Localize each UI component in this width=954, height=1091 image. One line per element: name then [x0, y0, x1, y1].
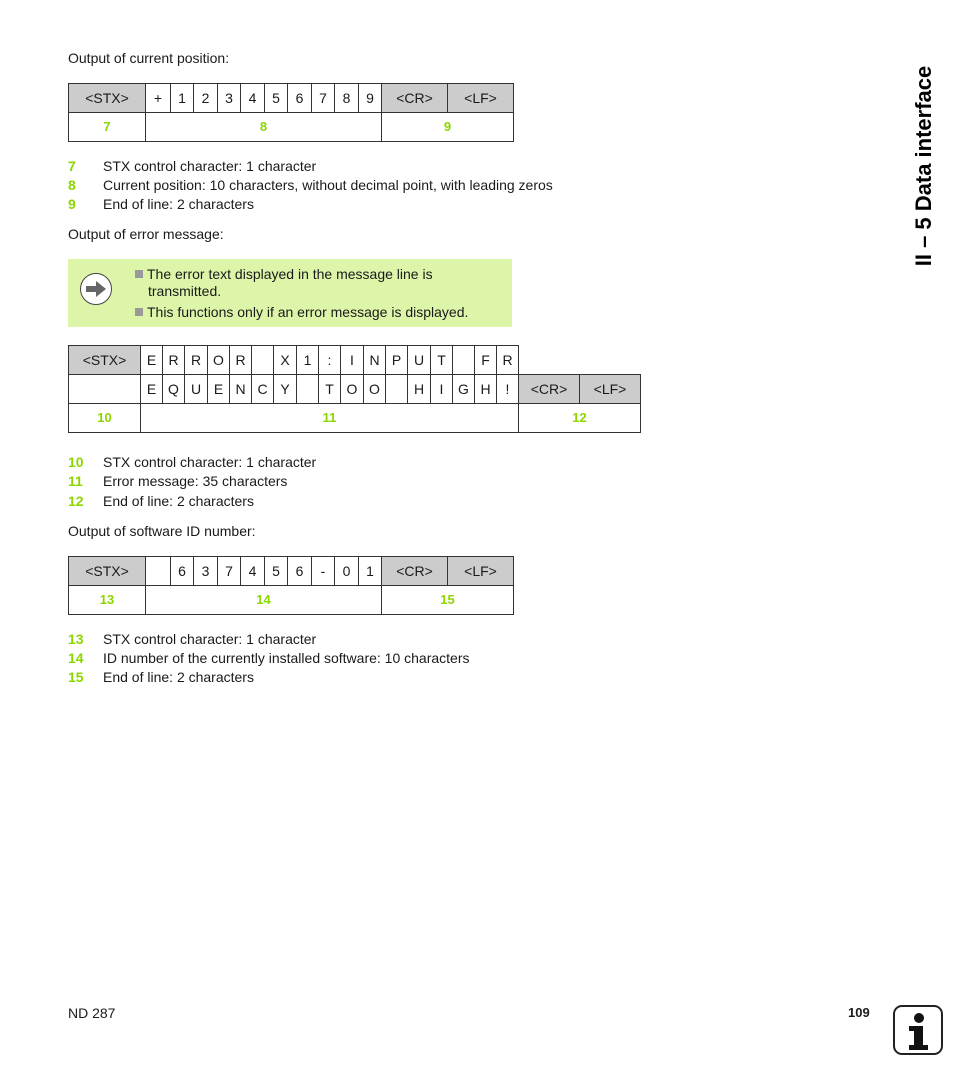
cell: E	[208, 375, 230, 404]
legend-item: 14 ID number of the currently installed software: 10 characters	[68, 650, 470, 666]
callout-cell: 13	[69, 586, 146, 615]
cell: <LF>	[580, 375, 641, 404]
cell: <STX>	[69, 84, 146, 113]
cell: R	[230, 346, 252, 375]
cell: <CR>	[382, 84, 448, 113]
cell: G	[453, 375, 475, 404]
cell: 7	[312, 84, 335, 113]
legend-item: 12 End of line: 2 characters	[68, 493, 254, 509]
software-char-row	[69, 557, 514, 586]
callout-cell: 9	[382, 113, 514, 142]
callout-cell: 11	[141, 404, 519, 433]
cell: +	[146, 84, 171, 113]
cell: 3	[194, 557, 218, 586]
cell: P	[386, 346, 408, 375]
info-icon	[893, 1005, 943, 1055]
callout-cell: 12	[519, 404, 641, 433]
legend-item: 7 STX control character: 1 character	[68, 158, 317, 174]
cell: <STX>	[69, 346, 141, 375]
cell: O	[364, 375, 386, 404]
cell: H	[408, 375, 431, 404]
legend-item: 15 End of line: 2 characters	[68, 669, 254, 685]
cell: U	[185, 375, 208, 404]
legend-item: 9 End of line: 2 characters	[68, 196, 254, 212]
callout-cell: 15	[382, 586, 514, 615]
error-char-row-1	[69, 346, 641, 375]
empty-cell	[69, 375, 141, 404]
cell: F	[475, 346, 497, 375]
cell: R	[163, 346, 185, 375]
cell: N	[364, 346, 386, 375]
cell: !	[497, 375, 519, 404]
cell: 6	[288, 84, 312, 113]
position-format-table	[68, 83, 514, 142]
cell: 6	[288, 557, 312, 586]
callout-cell: 8	[146, 113, 382, 142]
error-format-table	[68, 345, 641, 433]
cell: 5	[265, 557, 288, 586]
cell: 8	[335, 84, 359, 113]
chapter-title-text: II – 5 Data interface	[910, 65, 936, 267]
cell: I	[431, 375, 453, 404]
bullet-icon	[135, 270, 143, 278]
heading-error-message: Output of error message:	[68, 226, 224, 242]
cell: 4	[241, 84, 265, 113]
cell: Y	[274, 375, 297, 404]
position-char-row	[69, 84, 514, 113]
cell: 4	[241, 557, 265, 586]
cell: 7	[218, 557, 241, 586]
cell: U	[408, 346, 431, 375]
cell	[386, 375, 408, 404]
cell: E	[141, 346, 163, 375]
cell: 1	[359, 557, 382, 586]
callout-cell: 10	[69, 404, 141, 433]
cell: C	[252, 375, 274, 404]
cell: E	[141, 375, 163, 404]
software-format-table	[68, 556, 514, 615]
legend-item: 10 STX control character: 1 character	[68, 454, 317, 470]
empty-cell	[519, 346, 580, 375]
chapter-title	[910, 48, 937, 284]
position-callout-row	[69, 113, 514, 142]
callout-cell: 7	[69, 113, 146, 142]
cell: 1	[171, 84, 194, 113]
cell	[297, 375, 319, 404]
cell: R	[185, 346, 208, 375]
cell: O	[341, 375, 364, 404]
cell: I	[341, 346, 364, 375]
cell: T	[319, 375, 341, 404]
cell: <CR>	[382, 557, 448, 586]
cell: 5	[265, 84, 288, 113]
cell: O	[208, 346, 230, 375]
cell: 6	[171, 557, 194, 586]
cell	[252, 346, 274, 375]
legend-item: 8 Current position: 10 characters, without decimal point, with leading zeros	[68, 177, 553, 193]
cell: <LF>	[448, 557, 514, 586]
cell: 1	[297, 346, 319, 375]
arrow-right-icon	[80, 273, 112, 305]
page-number: 109	[848, 1005, 870, 1020]
cell: -	[312, 557, 335, 586]
footer-product: ND 287	[68, 1005, 116, 1021]
heading-software-id: Output of software ID number:	[68, 523, 256, 539]
cell	[453, 346, 475, 375]
note-text: The error text displayed in the message line is transmitted. This functions only if an error message is displayed.	[135, 266, 495, 321]
cell: R	[497, 346, 519, 375]
bullet-icon	[135, 308, 143, 316]
cell: N	[230, 375, 252, 404]
cell: <CR>	[519, 375, 580, 404]
note-box	[68, 259, 512, 327]
cell	[146, 557, 171, 586]
heading-current-position: Output of current position:	[68, 50, 230, 66]
cell: 3	[218, 84, 241, 113]
cell: T	[431, 346, 453, 375]
cell: :	[319, 346, 341, 375]
legend-item: 11 Error message: 35 characters	[68, 473, 288, 489]
cell: X	[274, 346, 297, 375]
software-callout-row	[69, 586, 514, 615]
error-char-row-2	[69, 375, 641, 404]
cell: <LF>	[448, 84, 514, 113]
cell: Q	[163, 375, 185, 404]
cell: H	[475, 375, 497, 404]
legend-item: 13 STX control character: 1 character	[68, 631, 317, 647]
callout-cell: 14	[146, 586, 382, 615]
cell: 0	[335, 557, 359, 586]
cell: 2	[194, 84, 218, 113]
cell: 9	[359, 84, 382, 113]
cell: <STX>	[69, 557, 146, 586]
empty-cell	[580, 346, 641, 375]
error-callout-row	[69, 404, 641, 433]
